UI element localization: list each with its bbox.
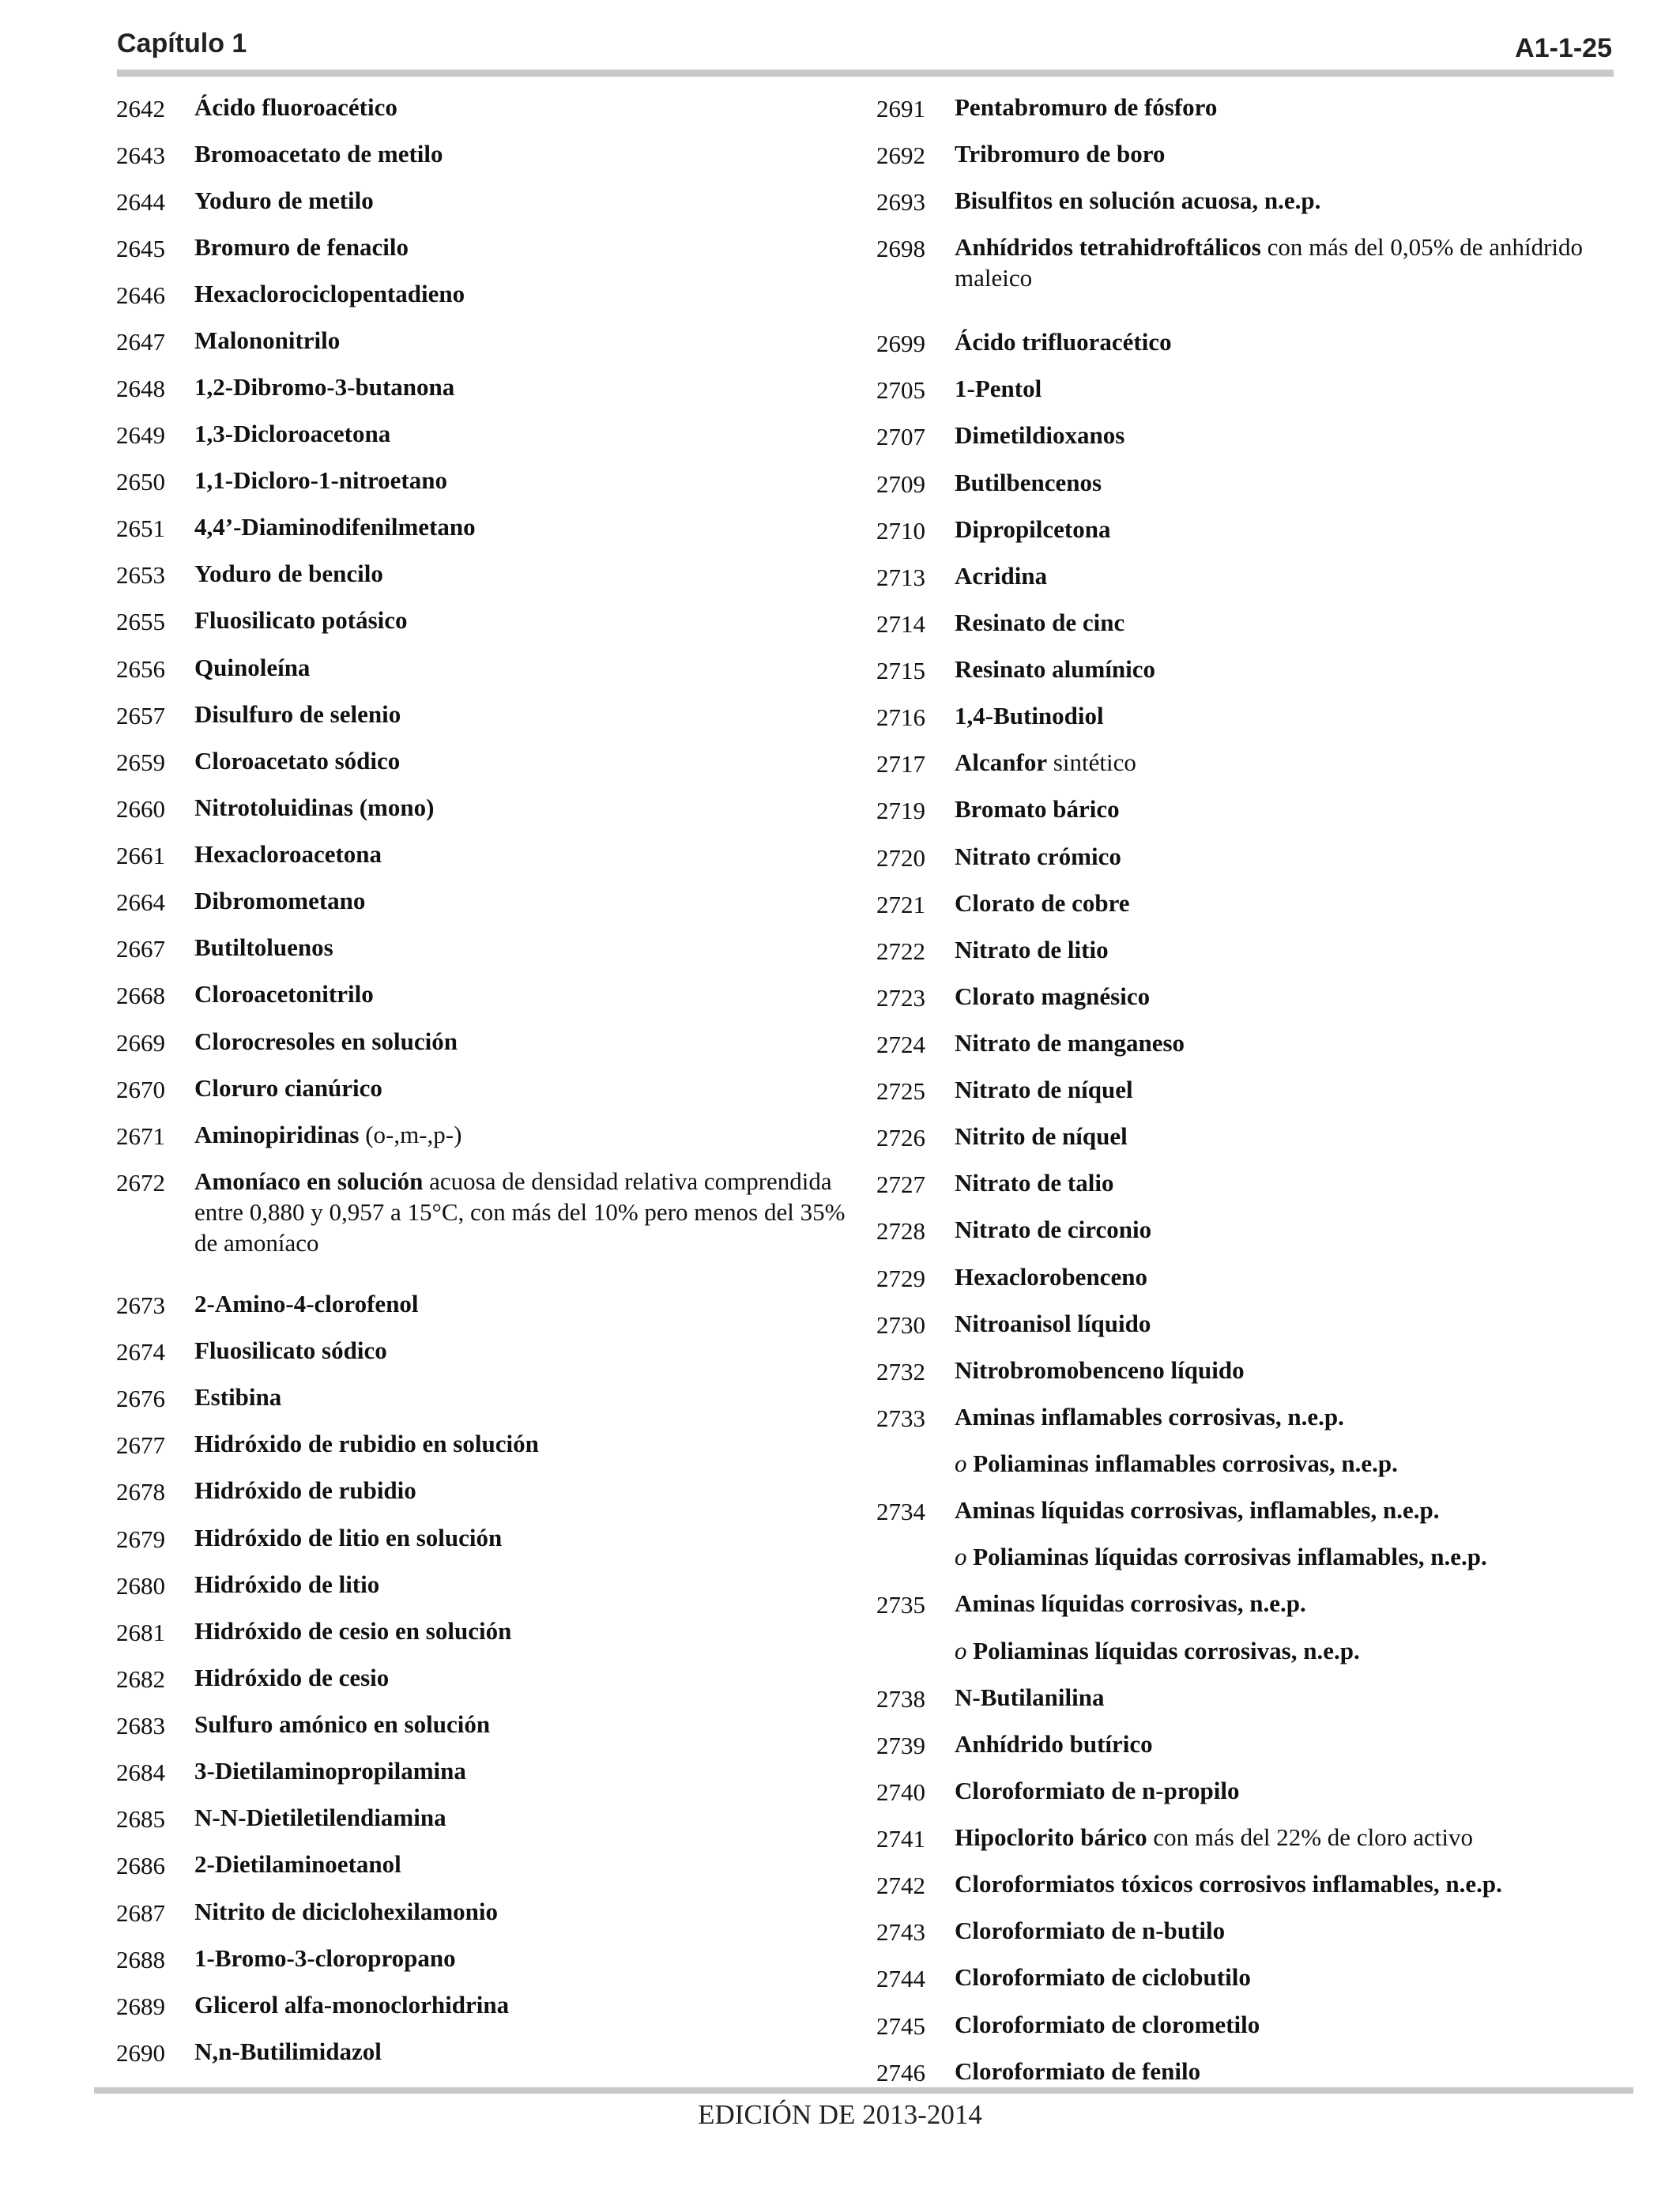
un-number: 2691 — [876, 95, 925, 123]
un-number: 2656 — [116, 655, 165, 683]
un-number: 2679 — [116, 1525, 165, 1553]
substance-name — [194, 232, 867, 262]
substance-name-bold: Cloroformiato de n-butilo — [955, 1917, 1226, 1944]
un-number: 2684 — [116, 1759, 165, 1786]
un-number: 2671 — [116, 1122, 165, 1150]
un-number: 2682 — [116, 1665, 165, 1693]
un-number: 2677 — [116, 1431, 165, 1459]
substance-name — [194, 1026, 867, 1057]
un-number: 2668 — [116, 982, 165, 1009]
substance-name — [194, 371, 867, 402]
substance-name — [955, 2056, 1619, 2087]
substance-name-bold: Bromuro de fenacilo — [194, 233, 409, 261]
substance-name-bold: Dibromometano — [194, 887, 366, 914]
substance-name-bold: Bromato bárico — [955, 795, 1120, 823]
substance-name-bold: Ácido trifluoracético — [955, 328, 1172, 356]
substance-name-bold: Clorato de cobre — [955, 889, 1130, 917]
substance-name — [194, 1119, 867, 1150]
substance-name-bold: Yoduro de metilo — [194, 187, 374, 214]
substance-name — [194, 745, 867, 776]
un-number: 2722 — [876, 937, 925, 965]
substance-name-bold: Hidróxido de cesio — [194, 1664, 390, 1691]
substance-name — [194, 92, 867, 123]
substance-name — [955, 981, 1619, 1012]
substance-name — [955, 1308, 1619, 1339]
un-number: 2683 — [116, 1712, 165, 1740]
substance-name — [194, 2036, 867, 2067]
substance-name — [955, 373, 1619, 404]
left-column — [116, 92, 867, 2083]
substance-name — [194, 1896, 867, 1927]
substance-name — [955, 607, 1619, 638]
un-number: 2716 — [876, 703, 925, 731]
edition-footer: EDICIÓN DE 2013-2014 — [698, 2099, 982, 2130]
un-number: 2723 — [876, 984, 925, 1012]
substance-name-bold: Nitrotoluidinas (mono) — [194, 794, 435, 821]
un-number: 2726 — [876, 1124, 925, 1152]
substance-name-bold: 1-Pentol — [955, 375, 1042, 402]
un-number: 2657 — [116, 702, 165, 729]
substance-name — [955, 92, 1619, 123]
substance-name-bold: Nitrobromobenceno líquido — [955, 1356, 1245, 1384]
un-number: 2739 — [876, 1732, 925, 1759]
substance-name — [194, 1802, 867, 1833]
substance-name — [194, 792, 867, 823]
substance-name-bold: Anhídridos tetrahidroftálicos — [955, 233, 1261, 261]
substance-name-bold: Bisulfitos en solución acuosa, n.e.p. — [955, 187, 1321, 214]
substance-name — [955, 1775, 1619, 1806]
substance-note: con más del 22% de cloro activo — [1153, 1823, 1473, 1851]
substance-name — [955, 794, 1619, 824]
un-number: 2734 — [876, 1498, 925, 1525]
un-number: 2672 — [116, 1169, 165, 1197]
un-number: 2717 — [876, 750, 925, 778]
un-number: 2660 — [116, 795, 165, 823]
un-number: 2746 — [876, 2059, 925, 2087]
substance-name-bold: Cloroformiato de ciclobutilo — [955, 1963, 1251, 1991]
substance-name — [194, 1662, 867, 1693]
substance-name — [955, 1915, 1619, 1946]
alternative-prefix: o — [955, 1543, 967, 1570]
substance-name — [194, 465, 867, 496]
substance-name — [955, 2009, 1619, 2040]
un-number: 2730 — [876, 1311, 925, 1339]
substance-name — [955, 1355, 1619, 1385]
substance-name — [194, 978, 867, 1009]
substance-name-bold: Poliaminas inflamables corrosivas, n.e.p. — [973, 1449, 1398, 1477]
un-number: 2685 — [116, 1805, 165, 1833]
substance-name — [955, 1121, 1619, 1152]
un-number: 2690 — [116, 2039, 165, 2067]
un-number: 2733 — [876, 1404, 925, 1432]
substance-name-bold: Hexaclorobenceno — [955, 1263, 1147, 1291]
substance-name-bold: Bromoacetato de metilo — [194, 140, 443, 168]
substance-name-bold: Quinoleína — [194, 654, 311, 681]
substance-name-bold: Ácido fluoroacético — [194, 93, 397, 121]
substance-name-bold: Tribromuro de boro — [955, 140, 1166, 168]
substance-name-bold: Butiltoluenos — [194, 933, 333, 961]
substance-name-bold: Nitrato de níquel — [955, 1076, 1133, 1103]
substance-name — [955, 1167, 1619, 1198]
substance-name — [955, 1868, 1619, 1899]
substance-name — [194, 699, 867, 729]
substance-name — [194, 932, 867, 963]
substance-name — [194, 1522, 867, 1553]
un-number: 2649 — [116, 421, 165, 449]
substance-name-bold: Aminas líquidas corrosivas, inflamables, n.e.p. — [955, 1496, 1440, 1524]
un-number: 2645 — [116, 235, 165, 262]
substance-name — [955, 1214, 1619, 1245]
substance-name-bold: Hidróxido de cesio en solución — [194, 1617, 512, 1645]
substance-name-bold: Pentabromuro de fósforo — [955, 93, 1218, 121]
un-number: 2698 — [876, 235, 925, 262]
substance-name — [955, 1448, 1619, 1479]
substance-name-bold: Acridina — [955, 562, 1048, 590]
substance-name — [955, 700, 1619, 731]
un-number: 2670 — [116, 1076, 165, 1103]
un-number: 2745 — [876, 2012, 925, 2040]
footer-divider — [94, 2087, 1633, 2094]
un-number: 2715 — [876, 657, 925, 684]
substance-name — [955, 420, 1619, 450]
substance-name — [194, 185, 867, 216]
substance-name-bold: 1-Bromo-3-cloropropano — [194, 1944, 456, 1972]
un-number: 2659 — [116, 748, 165, 776]
un-number: 2687 — [116, 1899, 165, 1927]
un-number: 2744 — [876, 1965, 925, 1992]
un-number: 2669 — [116, 1029, 165, 1057]
substance-name-bold: Nitrato de circonio — [955, 1216, 1152, 1243]
un-number: 2724 — [876, 1031, 925, 1058]
substance-name — [955, 1541, 1619, 1572]
substance-name — [194, 325, 867, 356]
un-number: 2646 — [116, 281, 165, 309]
substance-name-bold: Poliaminas líquidas corrosivas inflamables, n.e.p. — [973, 1543, 1487, 1570]
un-number: 2725 — [876, 1077, 925, 1105]
un-number: 2699 — [876, 330, 925, 357]
un-number: 2674 — [116, 1338, 165, 1366]
substance-name — [194, 1288, 867, 1319]
un-number: 2689 — [116, 1992, 165, 2020]
substance-name-bold: Fluosilicato potásico — [194, 606, 408, 634]
substance-name-bold: Amoníaco en solución — [194, 1167, 424, 1195]
substance-name — [194, 1569, 867, 1600]
un-number: 2693 — [876, 188, 925, 216]
substance-name — [955, 1962, 1619, 1992]
substance-name-bold: Poliaminas líquidas corrosivas, n.e.p. — [973, 1637, 1360, 1664]
un-number: 2728 — [876, 1217, 925, 1245]
substance-name-bold: Nitrato crómico — [955, 843, 1121, 870]
substance-note: acuosa de densidad relativa comprendida entre 0,880 y 0,957 a 15°C, con más del 10% pero menos del 35% de amoníaco — [194, 1167, 846, 1257]
substance-name-bold: Hidróxido de rubidio en solución — [194, 1430, 539, 1457]
substance-name — [955, 654, 1619, 684]
substance-name — [955, 514, 1619, 545]
substance-name-bold: Dimetildioxanos — [955, 421, 1125, 449]
substance-name-bold: Fluosilicato sódico — [194, 1336, 387, 1364]
un-number: 2681 — [116, 1619, 165, 1646]
substance-name-bold: N-N-Dietiletilendiamina — [194, 1804, 446, 1831]
substance-name — [955, 467, 1619, 498]
right-column — [876, 92, 1619, 2087]
substance-name-bold: Alcanfor — [955, 748, 1048, 776]
un-number: 2676 — [116, 1385, 165, 1412]
substance-name-bold: Glicerol alfa-monoclorhidrina — [194, 1991, 510, 2019]
substance-name-bold: Cloroformiato de n-propilo — [955, 1777, 1240, 1804]
substance-name — [955, 1822, 1619, 1853]
substance-name — [194, 1709, 867, 1740]
substance-name-bold: Aminas inflamables corrosivas, n.e.p. — [955, 1403, 1344, 1431]
substance-name-bold: Nitrato de talio — [955, 1169, 1114, 1197]
substance-name-bold: Estibina — [194, 1383, 282, 1411]
substance-name — [955, 138, 1619, 169]
substance-name-bold: Aminas líquidas corrosivas, n.e.p. — [955, 1589, 1306, 1617]
alternative-prefix: o — [955, 1637, 967, 1664]
substance-name-bold: Resinato de cinc — [955, 609, 1125, 636]
substance-name — [955, 1588, 1619, 1619]
un-number: 2642 — [116, 95, 165, 123]
header-divider — [117, 70, 1614, 77]
substance-name — [955, 934, 1619, 965]
un-number: 2742 — [876, 1872, 925, 1899]
un-number: 2713 — [876, 564, 925, 591]
un-number: 2705 — [876, 376, 925, 404]
substance-name-bold: Cloruro cianúrico — [194, 1074, 382, 1102]
substance-name — [955, 232, 1619, 293]
un-number: 2680 — [116, 1572, 165, 1600]
un-number: 2655 — [116, 608, 165, 635]
substance-name-bold: Hexacloroacetona — [194, 840, 382, 868]
substance-name — [194, 1335, 867, 1366]
substance-name-bold: N,n-Butilimidazol — [194, 2038, 382, 2065]
substance-name-bold: Nitrato de litio — [955, 936, 1109, 963]
un-number: 2667 — [116, 935, 165, 963]
substance-name — [955, 1401, 1619, 1432]
substance-name — [194, 1849, 867, 1879]
substance-name-bold: Hidróxido de litio en solución — [194, 1524, 503, 1551]
substance-name — [955, 326, 1619, 357]
substance-name — [955, 1495, 1619, 1525]
substance-name-bold: Hidróxido de litio — [194, 1570, 380, 1598]
substance-name — [194, 1943, 867, 1973]
substance-name — [194, 1615, 867, 1646]
un-number: 2644 — [116, 188, 165, 216]
un-number: 2727 — [876, 1171, 925, 1198]
chapter-title: Capítulo 1 — [117, 28, 247, 58]
substance-name-bold: Anhídrido butírico — [955, 1730, 1153, 1758]
un-number: 2673 — [116, 1291, 165, 1319]
substance-name-bold: Cloroformiato de clorometilo — [955, 2011, 1260, 2038]
un-number: 2709 — [876, 470, 925, 498]
substance-name — [955, 1261, 1619, 1292]
substance-name — [194, 1072, 867, 1103]
un-number: 2743 — [876, 1918, 925, 1946]
un-number: 2653 — [116, 561, 165, 589]
substance-name — [194, 1166, 867, 1258]
substance-name-bold: Butilbencenos — [955, 469, 1102, 496]
substance-name-bold: 2-Dietilaminoetanol — [194, 1850, 401, 1878]
substance-name — [955, 841, 1619, 872]
substance-name-bold: 2-Amino-4-clorofenol — [194, 1290, 419, 1318]
substance-name-bold: Yoduro de bencilo — [194, 560, 383, 587]
substance-name — [194, 885, 867, 916]
substance-note: (o-,m-,p-) — [365, 1121, 462, 1148]
un-number: 2729 — [876, 1265, 925, 1292]
un-number: 2714 — [876, 610, 925, 638]
substance-name-bold: Aminopiridinas — [194, 1121, 360, 1148]
substance-name-bold: Malononitrilo — [194, 326, 341, 354]
substance-name-bold: 1,3-Dicloroacetona — [194, 420, 391, 447]
substance-name-bold: Nitroanisol líquido — [955, 1310, 1151, 1337]
un-number: 2661 — [116, 842, 165, 869]
un-number: 2664 — [116, 888, 165, 916]
un-number: 2732 — [876, 1358, 925, 1385]
substance-note: sintético — [1053, 748, 1136, 776]
substance-name-bold: 1,1-Dicloro-1-nitroetano — [194, 466, 447, 494]
substance-name — [194, 1755, 867, 1786]
substance-name — [955, 185, 1619, 216]
page-reference: A1-1-25 — [1515, 33, 1612, 63]
substance-name-bold: Cloroformiato de fenilo — [955, 2057, 1201, 2085]
substance-name — [194, 1989, 867, 2020]
substance-name — [194, 652, 867, 683]
substance-note: con más del 0,05% de anhídrido maleico — [955, 233, 1584, 292]
substance-name-bold: Hexaclorociclopentadieno — [194, 280, 465, 307]
un-number: 2651 — [116, 515, 165, 542]
un-number: 2648 — [116, 375, 165, 402]
substance-name — [955, 888, 1619, 918]
substance-name — [194, 1428, 867, 1459]
un-number: 2738 — [876, 1685, 925, 1713]
substance-name-bold: Dipropilcetona — [955, 515, 1111, 543]
substance-name-bold: Clorocresoles en solución — [194, 1027, 458, 1055]
substance-name-bold: Cloroacetonitrilo — [194, 980, 374, 1008]
substance-name-bold: 1,2-Dibromo-3-butanona — [194, 373, 455, 401]
substance-name-bold: Sulfuro amónico en solución — [194, 1710, 491, 1738]
substance-name-bold: Disulfuro de selenio — [194, 700, 401, 728]
substance-name — [955, 1027, 1619, 1058]
substance-name — [955, 747, 1619, 778]
un-number: 2647 — [116, 328, 165, 356]
substance-name — [194, 138, 867, 169]
substance-name — [955, 1635, 1619, 1666]
un-number: 2692 — [876, 141, 925, 169]
substance-name-bold: 3-Dietilaminopropilamina — [194, 1757, 466, 1785]
substance-name — [955, 560, 1619, 591]
substance-name — [194, 558, 867, 589]
un-number: 2686 — [116, 1852, 165, 1879]
substance-name — [194, 418, 867, 449]
substance-name-bold: Nitrito de diciclohexilamonio — [194, 1898, 499, 1925]
substance-name-bold: 1,4-Butinodiol — [955, 702, 1104, 729]
substance-name — [194, 839, 867, 869]
substance-name — [955, 1682, 1619, 1713]
un-number: 2720 — [876, 844, 925, 872]
substance-name-bold: Hipoclorito bárico — [955, 1823, 1147, 1851]
un-number: 2721 — [876, 891, 925, 918]
un-number: 2650 — [116, 468, 165, 496]
un-number: 2707 — [876, 423, 925, 450]
page-header — [117, 24, 1612, 63]
substance-name — [194, 278, 867, 309]
substance-name-bold: Nitrito de níquel — [955, 1122, 1128, 1150]
substance-name-bold: Cloroformiatos tóxicos corrosivos inflamables, n.e.p. — [955, 1870, 1502, 1898]
substance-name-bold: Nitrato de manganeso — [955, 1029, 1185, 1057]
substance-name-bold: Cloroacetato sódico — [194, 747, 401, 775]
alternative-prefix: o — [955, 1449, 967, 1477]
substance-name-bold: 4,4’-Diaminodifenilmetano — [194, 513, 476, 541]
substance-name-bold: N-Butilanilina — [955, 1683, 1105, 1711]
un-number: 2719 — [876, 797, 925, 824]
substance-name-bold: Resinato alumínico — [955, 655, 1156, 683]
substance-name-bold: Hidróxido de rubidio — [194, 1476, 416, 1504]
un-number: 2740 — [876, 1778, 925, 1806]
substance-name — [955, 1074, 1619, 1105]
substance-name — [194, 1382, 867, 1412]
substance-name — [194, 1475, 867, 1506]
substance-name — [955, 1728, 1619, 1759]
un-number: 2678 — [116, 1478, 165, 1506]
un-number: 2735 — [876, 1591, 925, 1619]
substance-name-bold: Clorato magnésico — [955, 982, 1151, 1010]
un-number: 2710 — [876, 517, 925, 545]
substance-name — [194, 605, 867, 635]
un-number: 2688 — [116, 1946, 165, 1973]
un-number: 2643 — [116, 141, 165, 169]
un-number: 2741 — [876, 1825, 925, 1853]
substance-name — [194, 511, 867, 542]
